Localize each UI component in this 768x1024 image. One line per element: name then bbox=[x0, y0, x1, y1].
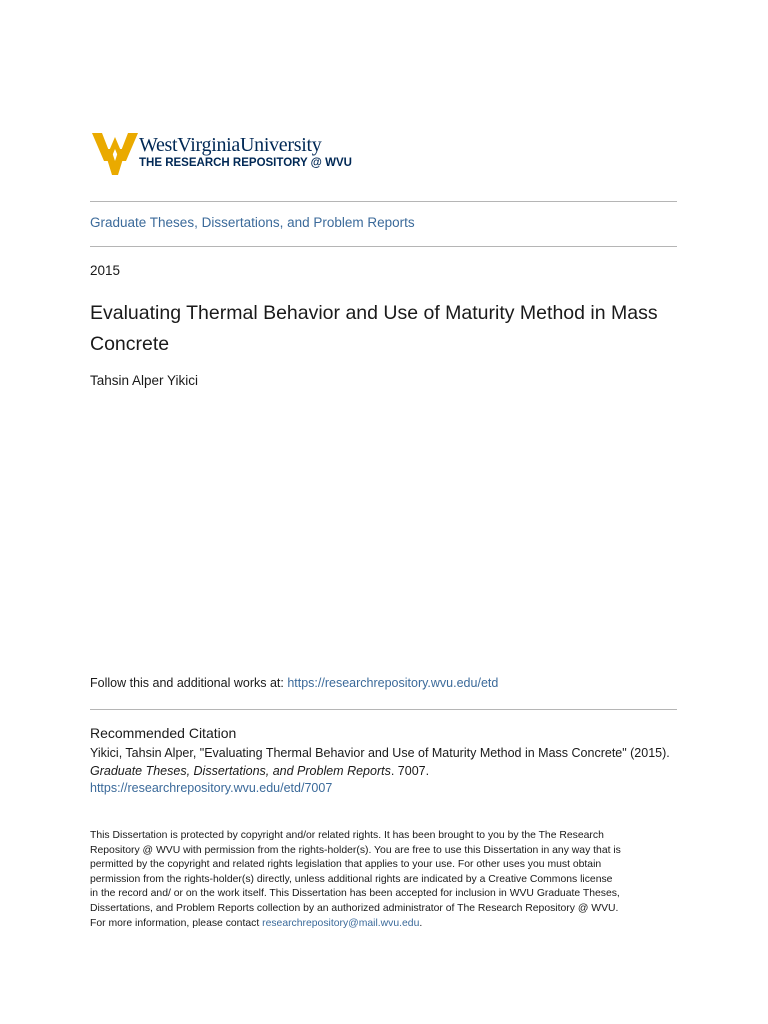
contact-email-link[interactable]: researchrepository@mail.wvu.edu bbox=[262, 917, 420, 929]
citation-line: Yikici, Tahsin Alper, "Evaluating Thermal Behavior and Use of Maturity Method in Mass Concrete" (2015). bbox=[90, 746, 670, 760]
rights-statement bbox=[90, 829, 680, 931]
university-name: WestVirginiaUniversity bbox=[139, 134, 322, 156]
flying-wv-logo-icon bbox=[92, 131, 138, 177]
follow-text: Follow this and additional works at: bbox=[90, 676, 288, 690]
rights-line: permitted by the copyright and related rights legislation that applies to your use. For other uses you must obtain bbox=[90, 859, 602, 871]
rights-line: This Dissertation is protected by copyright and/or related rights. It has been brought to you by the The Research bbox=[90, 830, 604, 841]
author-name: Tahsin Alper Yikici bbox=[90, 373, 199, 388]
citation-link[interactable]: https://researchrepository.wvu.edu/etd/7007 bbox=[90, 781, 333, 795]
divider bbox=[90, 246, 677, 247]
rights-line: permission from the rights-holder(s) directly, unless additional rights are indicated by a Creative Commons license bbox=[90, 873, 613, 885]
rights-line: Repository @ WVU with permission from the rights-holder(s). You are free to use this Dissertation in any way that is bbox=[90, 844, 621, 856]
divider bbox=[90, 201, 677, 202]
repository-name: THE RESEARCH REPOSITORY @ WVU bbox=[139, 157, 352, 169]
citation-number: . 7007. bbox=[390, 763, 430, 778]
contact-line bbox=[90, 917, 680, 932]
document-title: Evaluating Thermal Behavior and Use of Maturity Method in Mass Concrete bbox=[90, 302, 658, 355]
citation-series: Graduate Theses, Dissertations, and Problem Reports bbox=[90, 763, 391, 778]
recommended-citation-heading: Recommended Citation bbox=[90, 725, 237, 741]
etd-link[interactable]: https://researchrepository.wvu.edu/etd bbox=[287, 676, 499, 690]
divider bbox=[90, 709, 677, 710]
citation-series-line bbox=[90, 763, 690, 781]
follow-line bbox=[90, 676, 498, 690]
rights-line: Dissertations, and Problem Reports collection by an authorized administrator of The Research Repository @ WVU. bbox=[90, 902, 619, 914]
contact-suffix: . bbox=[419, 917, 423, 929]
wvu-logo[interactable] bbox=[92, 131, 382, 179]
contact-prefix: For more information, please contact bbox=[90, 917, 263, 929]
series-link[interactable]: Graduate Theses, Dissertations, and Problem Reports bbox=[90, 215, 415, 230]
rights-line: in the record and/ or on the work itself. This Dissertation has been accepted for inclusion in WVU Graduate Theses, bbox=[90, 888, 620, 900]
citation-block bbox=[90, 745, 690, 798]
publication-year: 2015 bbox=[90, 263, 121, 278]
